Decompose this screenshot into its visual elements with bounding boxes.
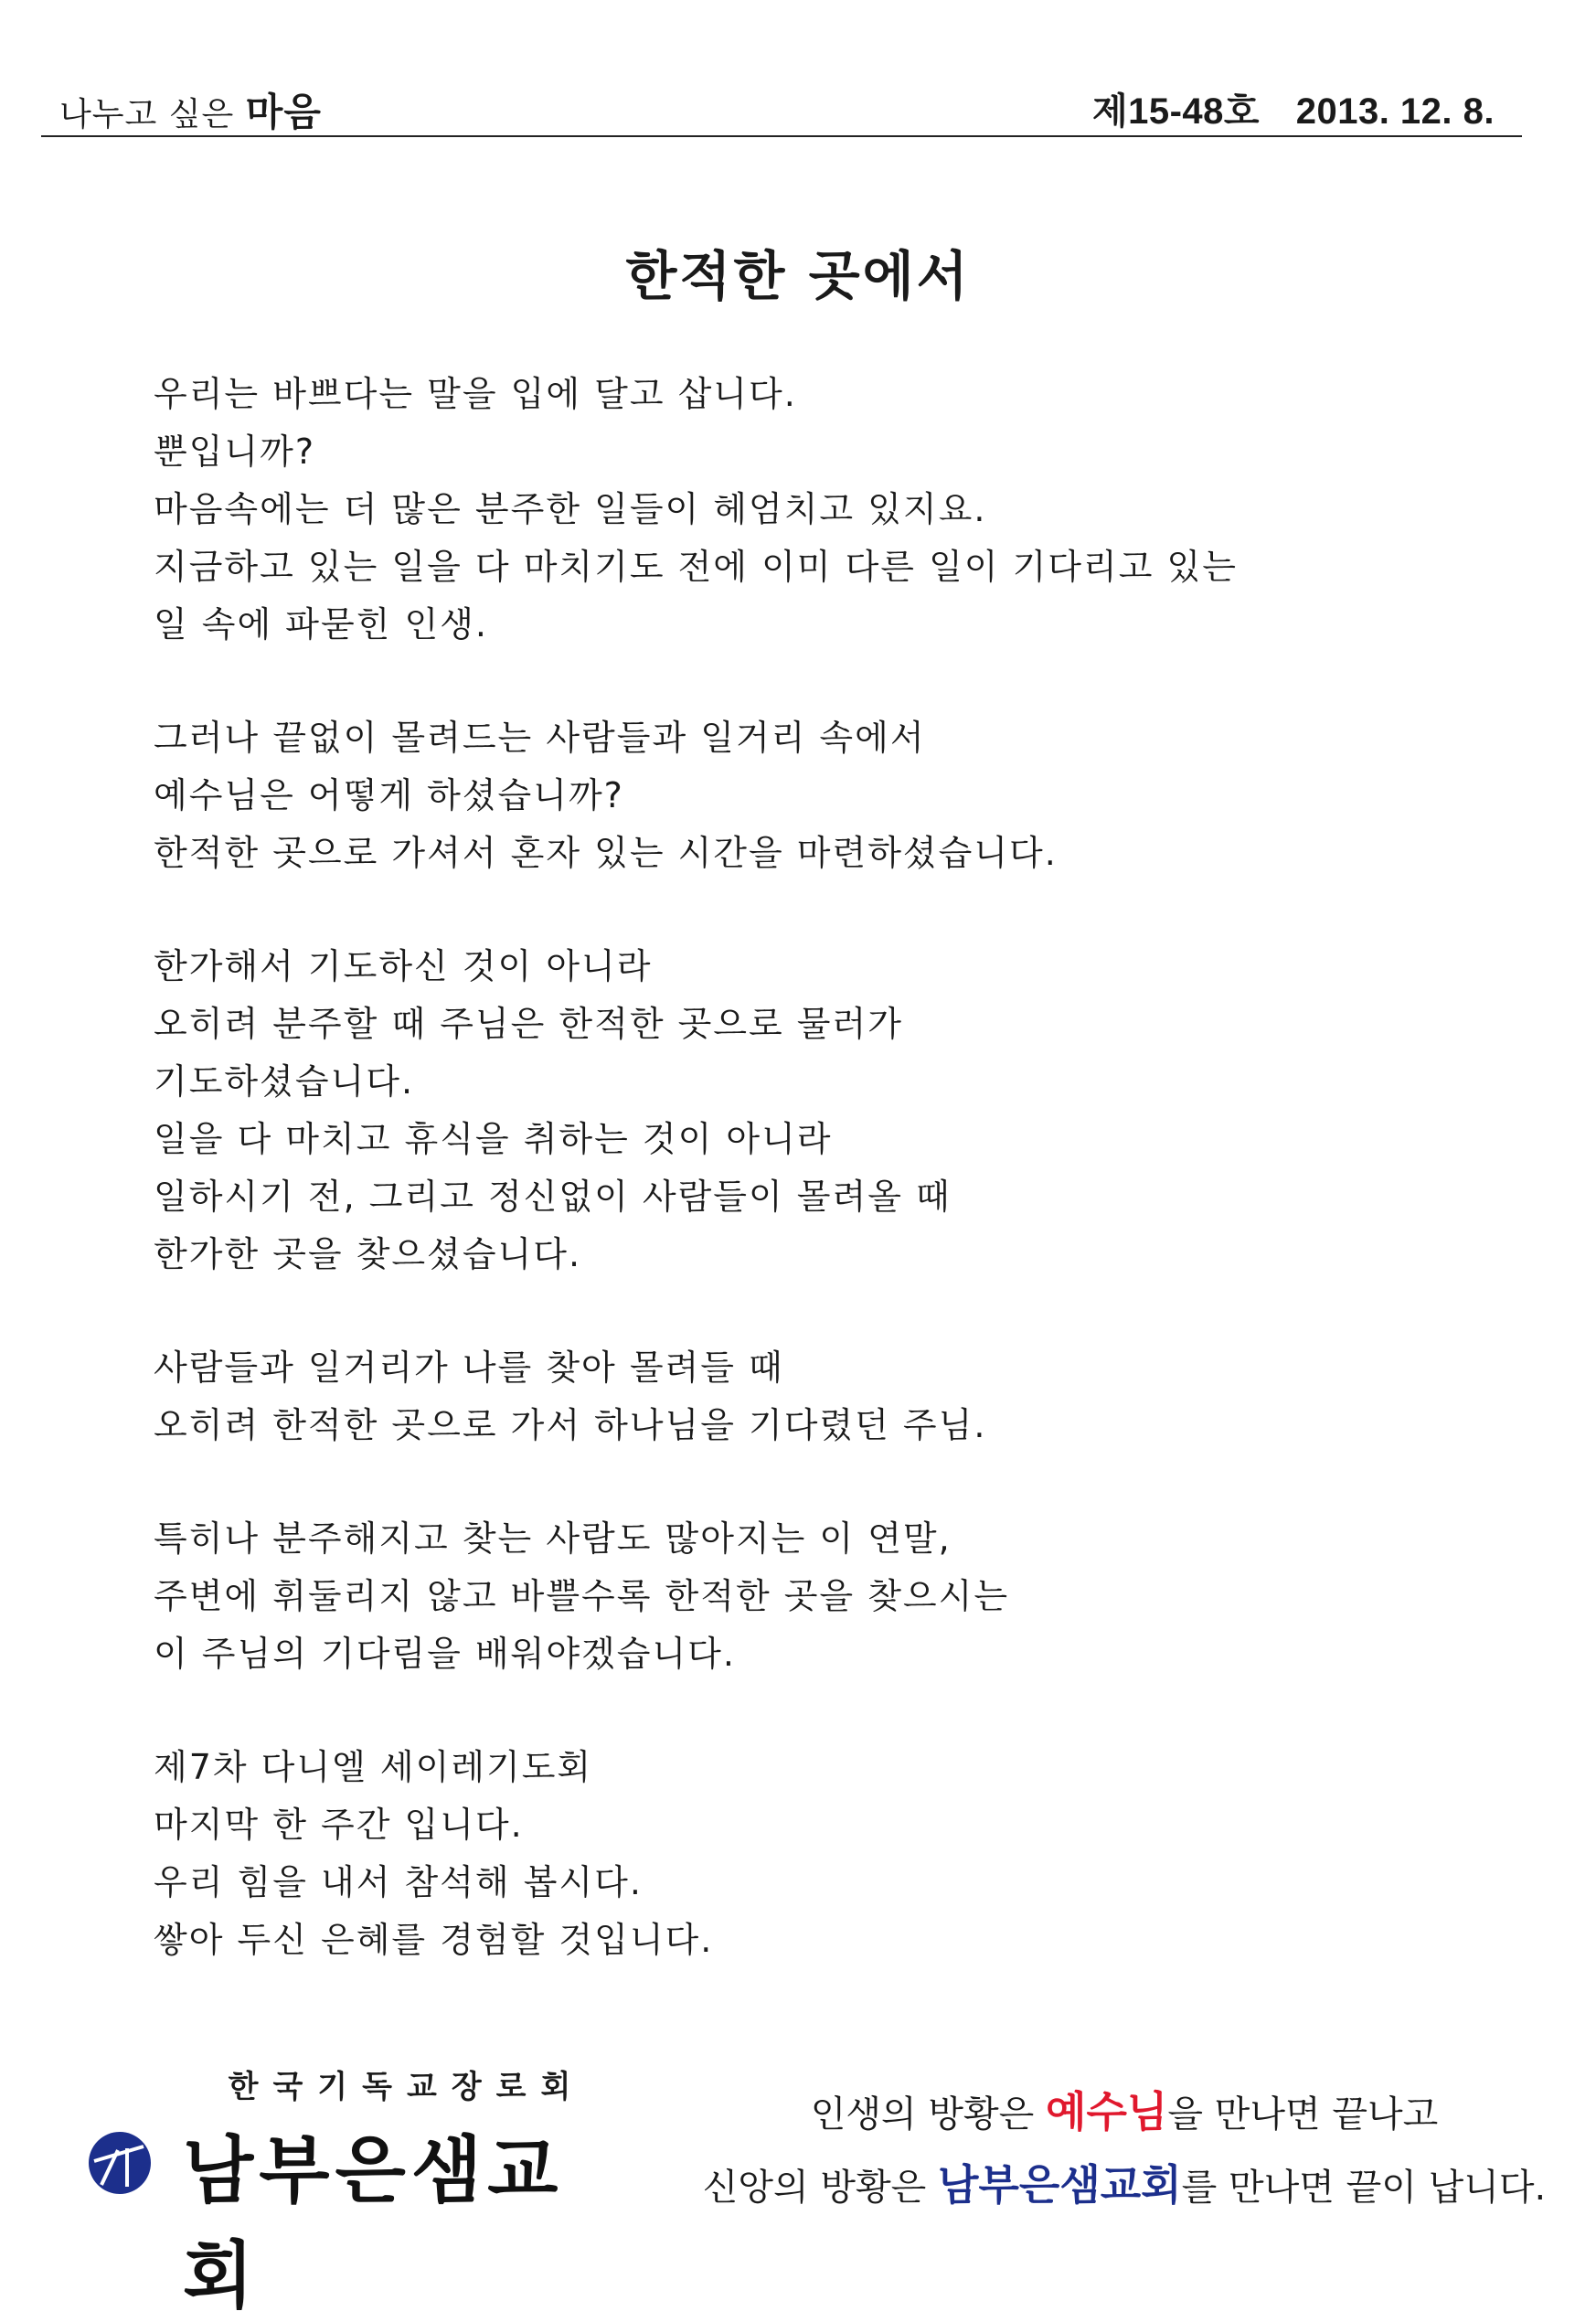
paragraph-line: 오히려 분주할 때 주님은 한적한 곳으로 물러가 [154, 1004, 903, 1044]
paragraph-line: 한가해서 기도하신 것이 아니라 [154, 946, 653, 986]
paragraph-line: 일을 다 마치고 휴식을 취하는 것이 아니라 [154, 1119, 833, 1159]
paragraph [154, 1510, 1433, 1683]
issue-number: 제15-48호 [1091, 91, 1261, 132]
paragraph-line: 특히나 분주해지고 찾는 사람도 많아지는 이 연말, [154, 1518, 952, 1559]
newsletter-header [41, 80, 1522, 137]
paragraph-line: 우리는 바쁘다는 말을 입에 달고 삽니다. [154, 374, 797, 414]
church-emblem-icon [87, 2130, 153, 2196]
paragraph-line: 한가한 곳을 찾으셨습니다. [154, 1234, 582, 1274]
paragraph-line: 뿐입니까? [154, 431, 316, 472]
paragraph-line: 일 속에 파묻힌 인생. [154, 604, 488, 644]
issue-info [1092, 82, 1495, 134]
paragraph-line: 그러나 끝없이 몰려드는 사람들과 일거리 속에서 [154, 718, 926, 758]
paragraph [154, 938, 1433, 1283]
paragraph [154, 1739, 1433, 1969]
paragraph-line: 우리 힘을 내서 참석해 봅시다. [154, 1862, 643, 1902]
slogan-line-1-pre: 인생의 방황은 [810, 2093, 1047, 2136]
church-name: 남부은샘교회 [183, 2128, 564, 2318]
paragraph-line: 주변에 휘둘리지 않고 바쁠수록 한적한 곳을 찾으시는 [154, 1576, 1010, 1616]
church-slogan [695, 2075, 1554, 2221]
paragraph [154, 709, 1433, 882]
article-title: 한적한 곳에서 [625, 245, 971, 307]
article-body [154, 366, 1433, 2025]
paragraph-line: 이 주님의 기다림을 배워야겠습니다. [154, 1634, 736, 1674]
issue-date: 2013. 12. 8. [1295, 91, 1495, 132]
paragraph-line: 쌓아 두신 은혜를 경험할 것입니다. [154, 1920, 714, 1960]
paragraph-line: 일하시기 전, 그리고 정신없이 사람들이 몰려올 때 [154, 1177, 952, 1217]
paragraph-line: 예수님은 어떻게 하셨습니까? [154, 775, 624, 815]
paragraph [154, 366, 1433, 654]
slogan-line-2 [695, 2148, 1554, 2221]
column-name-emphasis: 마음 [245, 90, 322, 134]
paragraph-line: 사람들과 일거리가 나를 찾아 몰려들 때 [154, 1347, 784, 1388]
slogan-line-2-post: 를 만나면 끝이 납니다. [1181, 2167, 1547, 2209]
church-logo [87, 2061, 635, 2318]
denomination-name: 한국기독교장로회 [228, 2069, 586, 2105]
paragraph-line: 기도하셨습니다. [154, 1061, 415, 1102]
slogan-line-1 [695, 2075, 1554, 2148]
slogan-highlight-church: 남부은샘교회 [938, 2160, 1182, 2210]
paragraph-line: 오히려 한적한 곳으로 가서 하나님을 기다렸던 주님. [154, 1405, 987, 1445]
paragraph-line: 한적한 곳으로 가셔서 혼자 있는 시간을 마련하셨습니다. [154, 833, 1058, 873]
column-name-text: 나누고 싶은 [59, 96, 235, 133]
paragraph-line: 제7차 다니엘 세이레기도회 [154, 1747, 593, 1787]
column-name [59, 82, 322, 137]
slogan-line-2-pre: 신앙의 방황은 [702, 2167, 939, 2209]
paragraph-line: 마지막 한 주간 입니다. [154, 1805, 524, 1845]
paragraph [154, 1339, 1433, 1454]
paragraph-line: 마음속에는 더 많은 분주한 일들이 헤엄치고 있지요. [154, 489, 987, 529]
slogan-highlight-jesus: 예수님 [1046, 2087, 1168, 2136]
slogan-line-1-post: 을 만나면 끝나고 [1167, 2093, 1439, 2136]
paragraph-line: 지금하고 있는 일을 다 마치기도 전에 이미 다른 일이 기다리고 있는 [154, 547, 1238, 587]
